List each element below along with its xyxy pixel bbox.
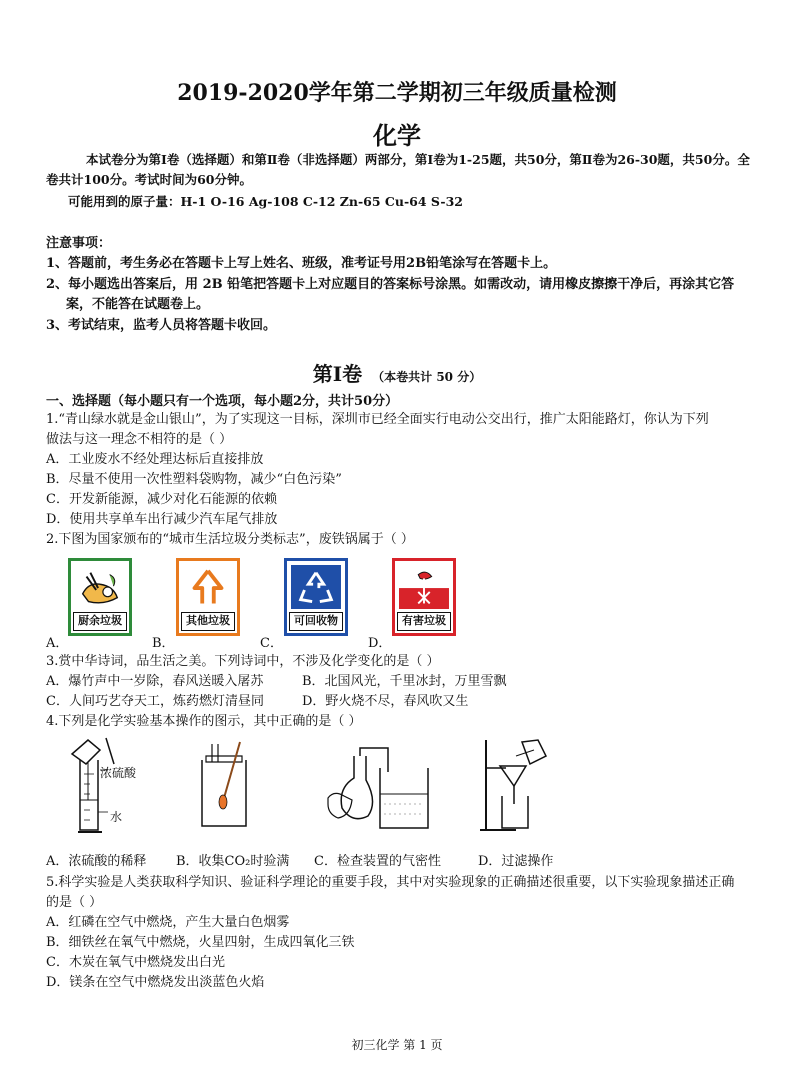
note-item: 案，不能答在试题卷上。 [66,297,210,312]
q4-option-c: C．检查装置的气密性 [314,854,441,869]
q3-option-d: D．野火烧不尽，春风吹又生 [302,694,469,709]
recycle-icon [291,565,341,609]
q4-option-d: D．过滤操作 [478,854,554,869]
atomic-masses: 可能用到的原子量：H-1 O-16 Ag-108 C-12 Zn-65 Cu-64 S-32 [68,194,463,209]
acid-label: 浓硫酸 [100,766,137,780]
section-name: 第Ⅰ卷 [312,362,363,386]
q2-option-a: A． [46,636,69,651]
q2-option-d: D． [368,636,392,651]
q5-option-d: D．镁条在空气中燃烧发出淡蓝色火焰 [46,975,265,990]
q3-option-b: B．北国风光，千里冰封，万里雪飘 [302,674,507,689]
q1-option-d: D．使用共享单车出行减少汽车尾气排放 [46,512,278,527]
kitchen-waste-sign [68,558,132,636]
q3-option-a: A．爆竹声中一岁除，春风送暖入屠苏 [46,674,264,689]
q2-stem: 2.下图为国家颁布的“城市生活垃圾分类标志”，废铁锅属于（ ） [46,532,414,547]
q4-option-b: B．收集CO₂时验满 [176,854,290,869]
q3-option-c: C．人间巧艺夺天工，炼药燃灯清昼同 [46,694,264,709]
section-note: （本卷共计 50 分） [372,370,482,384]
q3-stem: 3.赏中华诗词，品生活之美。下列诗词中，不涉及化学变化的是（ ） [46,654,440,669]
q4-stem: 4.下列是化学实验基本操作的图示，其中正确的是（ ） [46,714,362,729]
q1-stem: 1.“青山绿水就是金山银山”，为了实现这一目标，深圳市已经全面实行电动公交出行，推广太阳能路灯，你认为下列 [46,412,709,427]
sign-label: 厨余垃圾 [73,612,127,631]
q1-option-a: A．工业废水不经处理达标后直接排放 [46,452,264,467]
airtightness-figure [324,744,444,834]
q2-option-c: C． [260,636,283,651]
note-item: 2、每小题选出答案后，用 2B 铅笔把答题卡上对应题目的答案标号涂黑。如需改动，请用橡皮擦擦干净后，再涂其它答 [46,277,735,292]
filtration-figure [476,738,556,834]
sign-label: 其他垃圾 [181,612,235,631]
sign-label: 有害垃圾 [397,612,451,631]
q5-option-b: B．细铁丝在氧气中燃烧，火星四射，生成四氧化三铁 [46,935,355,950]
exam-title: 2019-2020学年第二学期初三年级质量检测 [177,80,617,106]
other-waste-sign [176,558,240,636]
note-item: 1、答题前，考生务必在答题卡上写上姓名、班级，准考证号用2B铅笔涂写在答题卡上。 [46,256,557,271]
q1-option-b: B．尽量不使用一次性塑料袋购物，减少“白色污染” [46,472,342,487]
q5-option-a: A．红磷在空气中燃烧，产生大量白色烟雾 [46,915,290,930]
note-item: 3、考试结束，监考人员将答题卡收回。 [46,318,277,333]
q4-option-a: A．浓硫酸的稀释 [46,854,147,869]
hazardous-waste-icon [399,565,449,609]
water-label: 水 [110,810,123,824]
q2-option-b: B． [152,636,175,651]
q1-option-c: C．开发新能源，减少对化石能源的依赖 [46,492,277,507]
sign-label: 可回收物 [289,612,343,631]
page-footer: 初三化学 第 1 页 [351,1038,443,1052]
food-waste-icon [75,565,125,609]
subject-title: 化学 [373,121,421,150]
notes-heading: 注意事项： [46,236,112,251]
q5-stem: 的是（ ） [46,895,103,910]
hazardous-waste-sign [392,558,456,636]
q5-option-c: C．木炭在氧气中燃烧发出白光 [46,955,225,970]
other-waste-icon [183,565,233,609]
co2-collection-figure [196,740,256,830]
part-heading: 一、选择题（每小题只有一个选项，每小题2分，共计50分） [46,394,399,409]
recyclable-sign [284,558,348,636]
section-title [0,358,794,387]
q5-stem: 5.科学实验是人类获取科学知识、验证科学理论的重要手段，其中对实验现象的正确描述很重要，以下实验现象描述正确 [46,875,735,890]
q1-stem: 做法与这一理念不相符的是（ ） [46,432,233,447]
exam-intro: 本试卷分为第Ⅰ卷（选择题）和第Ⅱ卷（非选择题）两部分，第Ⅰ卷为1-25题，共50分，第Ⅱ卷为26-30题，共50分。全卷共计100分。考试时间为60分钟。 [46,152,750,187]
